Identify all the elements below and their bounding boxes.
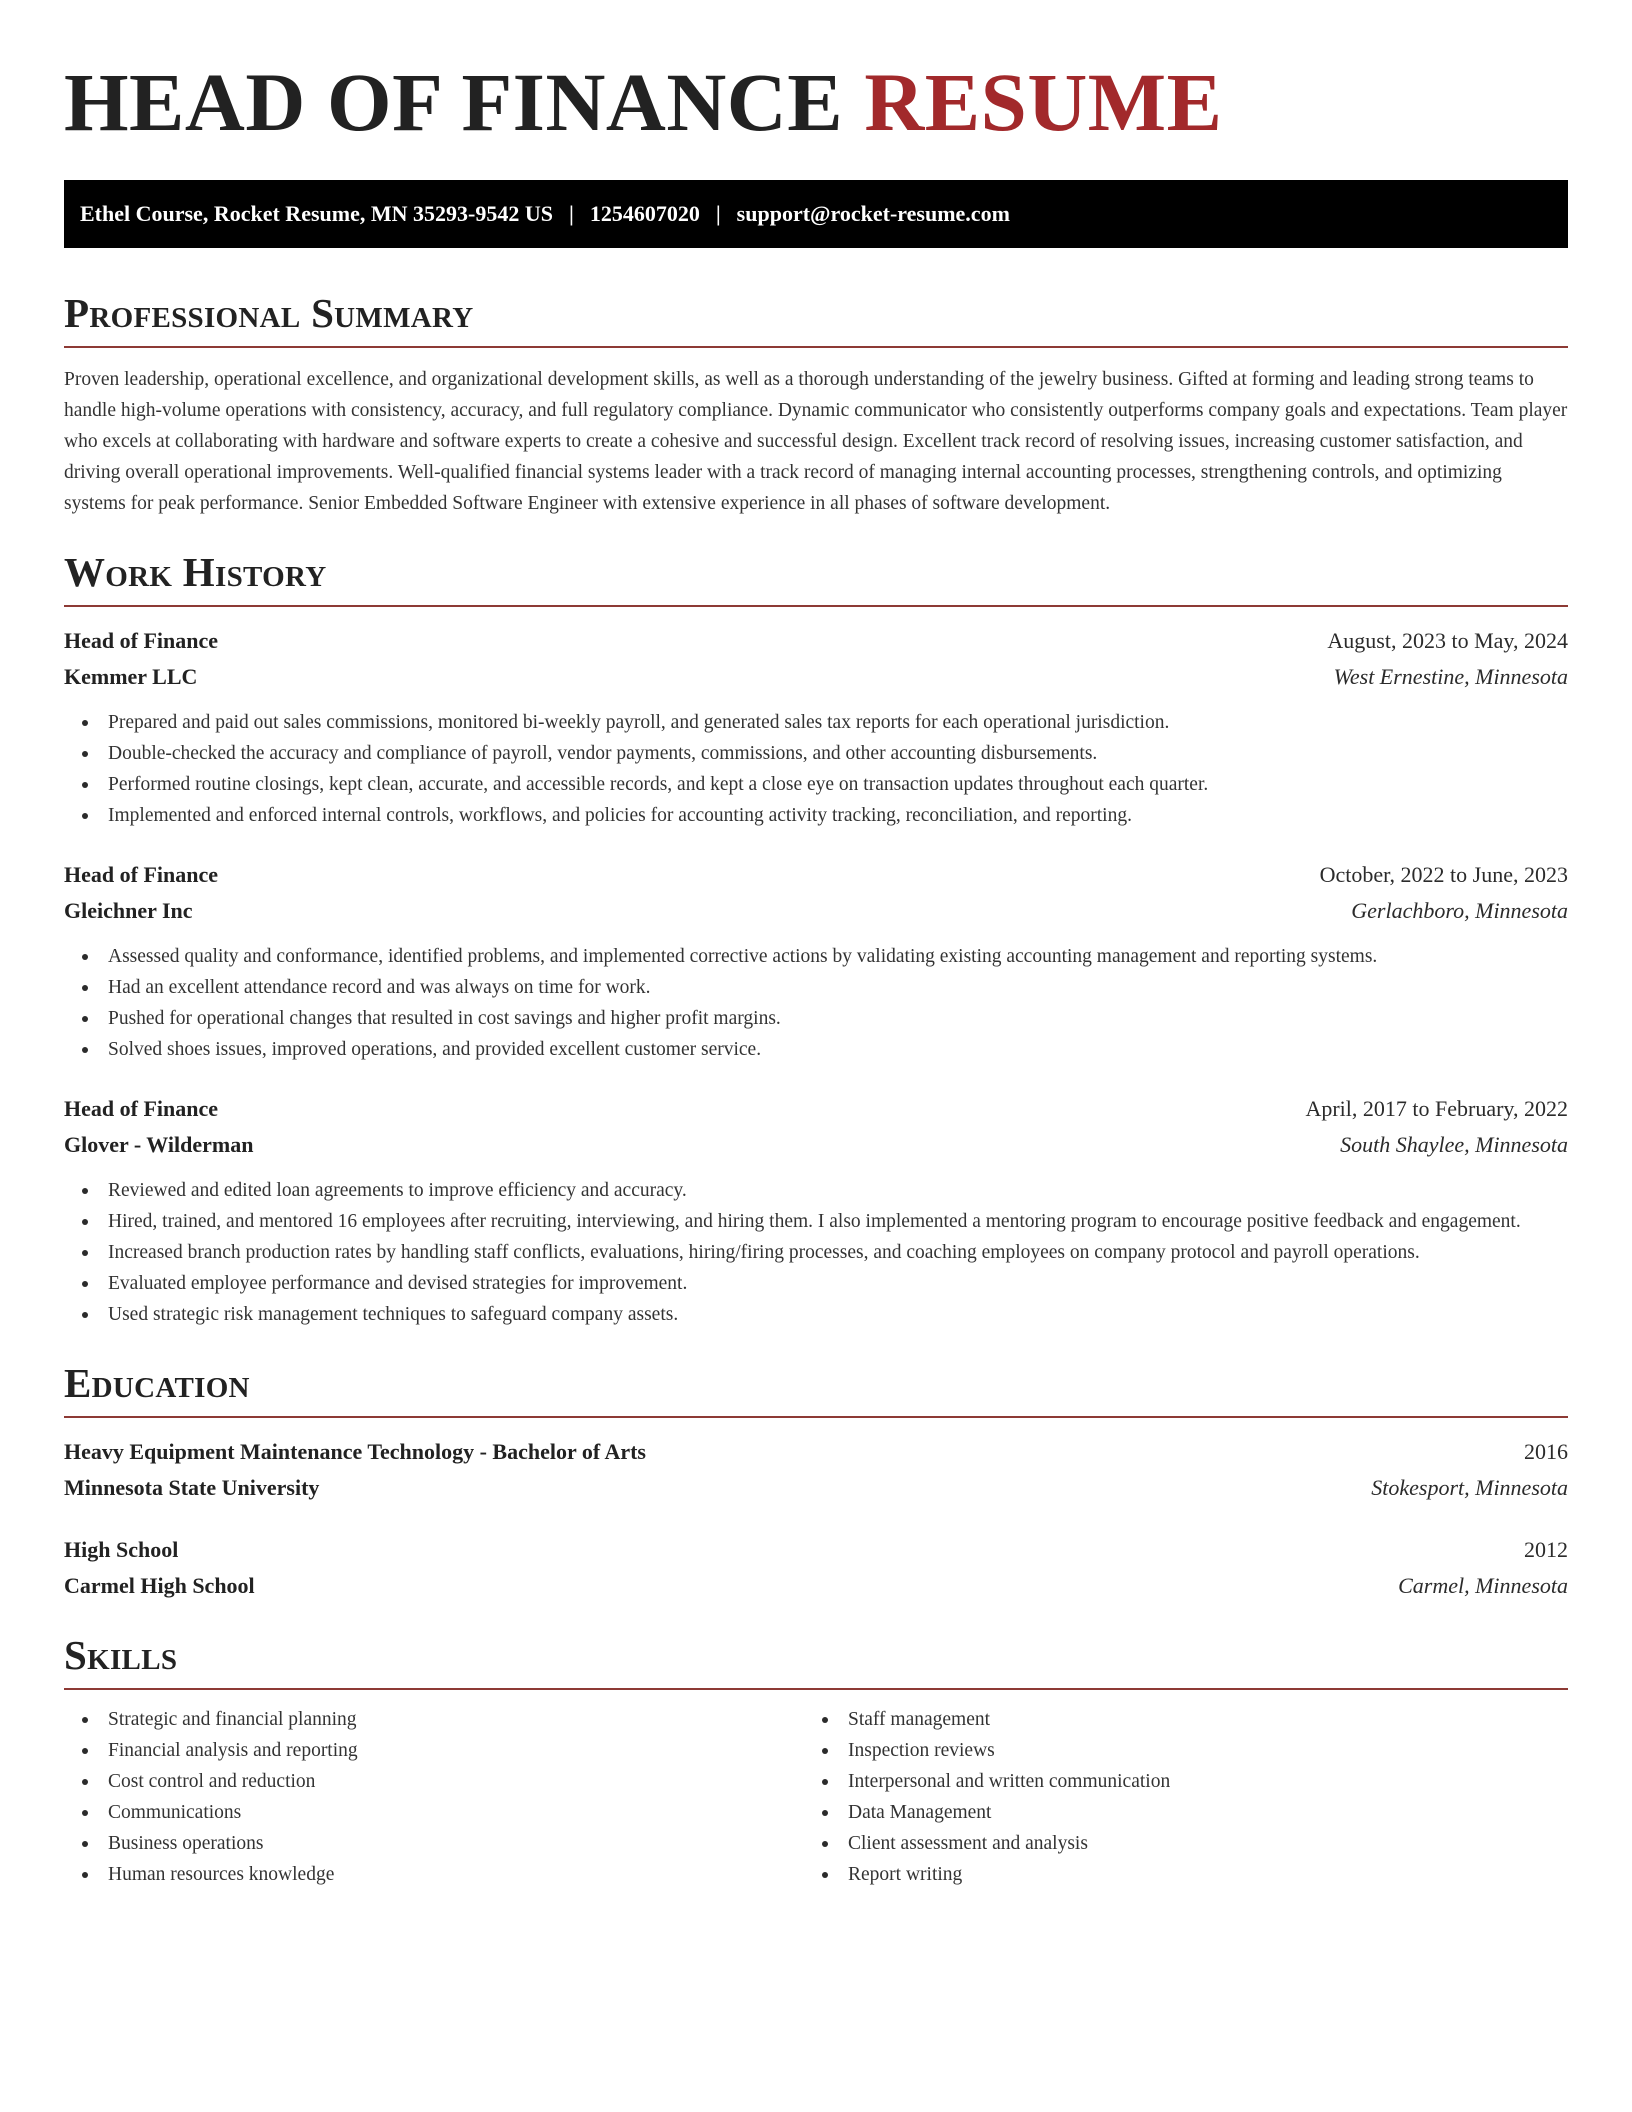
contact-separator: | bbox=[715, 201, 721, 226]
job-company: Kemmer LLC bbox=[64, 664, 198, 689]
job-company: Gleichner Inc bbox=[64, 898, 193, 923]
contact-bar bbox=[64, 180, 1568, 248]
job-location: West Ernestine, Minnesota bbox=[1333, 664, 1568, 689]
job-title: Head of Finance bbox=[64, 862, 218, 887]
skills-list-right bbox=[804, 1704, 1544, 1890]
job-bullet: Pushed for operational changes that resulted in cost savings and higher profit margins. bbox=[64, 1003, 1568, 1034]
skills-list-left bbox=[64, 1704, 804, 1890]
job-bullets bbox=[64, 941, 1568, 1065]
job-dates: October, 2022 to June, 2023 bbox=[1319, 862, 1568, 887]
job-bullet: Increased branch production rates by handling staff conflicts, evaluations, hiring/firing processes, and coaching employees on company protocol and payroll operations. bbox=[64, 1237, 1568, 1268]
skill-item: Interpersonal and written communication bbox=[804, 1766, 1544, 1797]
summary-text: Proven leadership, operational excellence, and organizational development skills, as well as a thorough understanding of the jewelry business. Gifted at forming and leading strong teams to handle high-volume operations with consistency, accuracy, and full regulatory compliance. Dynamic communicator who consistently outperforms company goals and expectations. Team player who excels at collaborating with hardware and software experts to create a cohesive and successful design. Excellent track record of resolving issues, increasing customer satisfaction, and driving overall operational improvements. Well-qualified financial systems leader with a track record of managing internal accounting processes, strengthening controls, and optimizing systems for peak performance. Senior Embedded Software Engineer with extensive experience in all phases of software development. bbox=[64, 369, 1568, 514]
contact-separator: | bbox=[568, 201, 574, 226]
resume-title bbox=[64, 56, 1568, 148]
job-bullet: Prepared and paid out sales commissions, monitored bi-weekly payroll, and generated sales tax reports for each operational jurisdiction. bbox=[64, 707, 1568, 738]
summary-heading: Professional Summary bbox=[64, 288, 1568, 348]
education-degree: Heavy Equipment Maintenance Technology - Bachelor of Arts bbox=[64, 1439, 646, 1464]
job-dates: August, 2023 to May, 2024 bbox=[1327, 628, 1568, 653]
job-company: Glover - Wilderman bbox=[64, 1132, 254, 1157]
education-year: 2016 bbox=[1524, 1439, 1568, 1464]
skill-item: Inspection reviews bbox=[804, 1735, 1544, 1766]
job-bullet: Evaluated employee performance and devised strategies for improvement. bbox=[64, 1268, 1568, 1299]
job-location: South Shaylee, Minnesota bbox=[1340, 1132, 1568, 1157]
job-bullets bbox=[64, 707, 1568, 831]
education-entry bbox=[64, 1532, 1568, 1604]
job-title: Head of Finance bbox=[64, 1096, 218, 1121]
job-bullet: Used strategic risk management techniques to safeguard company assets. bbox=[64, 1299, 1568, 1330]
skill-item: Human resources knowledge bbox=[64, 1859, 804, 1890]
skill-item: Business operations bbox=[64, 1828, 804, 1859]
skill-item: Financial analysis and reporting bbox=[64, 1735, 804, 1766]
job-entry bbox=[64, 857, 1568, 1065]
job-bullet: Double-checked the accuracy and compliance of payroll, vendor payments, commissions, and other accounting disbursements. bbox=[64, 738, 1568, 769]
education-degree: High School bbox=[64, 1537, 179, 1562]
job-entry bbox=[64, 1091, 1568, 1330]
skill-item: Client assessment and analysis bbox=[804, 1828, 1544, 1859]
job-bullet: Reviewed and edited loan agreements to improve efficiency and accuracy. bbox=[64, 1175, 1568, 1206]
job-bullet: Performed routine closings, kept clean, accurate, and accessible records, and kept a close eye on transaction updates throughout each quarter. bbox=[64, 769, 1568, 800]
job-bullets bbox=[64, 1175, 1568, 1330]
education-heading: Education bbox=[64, 1358, 1568, 1418]
title-accent: RESUME bbox=[864, 56, 1223, 148]
education-year: 2012 bbox=[1524, 1537, 1568, 1562]
skill-item: Report writing bbox=[804, 1859, 1544, 1890]
job-bullet: Solved shoes issues, improved operations, and provided excellent customer service. bbox=[64, 1034, 1568, 1065]
skill-item: Staff management bbox=[804, 1704, 1544, 1735]
education-entry bbox=[64, 1434, 1568, 1506]
education-school: Carmel High School bbox=[64, 1573, 255, 1598]
job-bullet: Assessed quality and conformance, identified problems, and implemented corrective actions by validating existing accounting management and reporting systems. bbox=[64, 941, 1568, 972]
skills-grid bbox=[64, 1704, 1568, 1890]
work-history-heading: Work History bbox=[64, 547, 1568, 607]
skill-item: Communications bbox=[64, 1797, 804, 1828]
education-location: Stokesport, Minnesota bbox=[1371, 1475, 1568, 1500]
skill-item: Strategic and financial planning bbox=[64, 1704, 804, 1735]
skills-heading: Skills bbox=[64, 1630, 1568, 1690]
job-dates: April, 2017 to February, 2022 bbox=[1305, 1096, 1568, 1121]
contact-address: Ethel Course, Rocket Resume, MN 35293-9542 US bbox=[80, 201, 553, 226]
skill-item: Data Management bbox=[804, 1797, 1544, 1828]
job-location: Gerlachboro, Minnesota bbox=[1351, 898, 1568, 923]
job-bullet: Implemented and enforced internal controls, workflows, and policies for accounting activity tracking, reconciliation, and reporting. bbox=[64, 800, 1568, 831]
resume-page bbox=[64, 0, 1568, 1890]
education-school: Minnesota State University bbox=[64, 1475, 320, 1500]
contact-email[interactable]: support@rocket-resume.com bbox=[736, 201, 1010, 226]
contact-phone: 1254607020 bbox=[589, 201, 700, 226]
job-entry bbox=[64, 623, 1568, 831]
job-bullet: Hired, trained, and mentored 16 employees after recruiting, interviewing, and hiring them. I also implemented a mentoring program to encourage positive feedback and engagement. bbox=[64, 1206, 1568, 1237]
job-title: Head of Finance bbox=[64, 628, 218, 653]
job-bullet: Had an excellent attendance record and was always on time for work. bbox=[64, 972, 1568, 1003]
skill-item: Cost control and reduction bbox=[64, 1766, 804, 1797]
title-main: HEAD OF FINANCE bbox=[64, 56, 844, 148]
education-location: Carmel, Minnesota bbox=[1398, 1573, 1568, 1598]
